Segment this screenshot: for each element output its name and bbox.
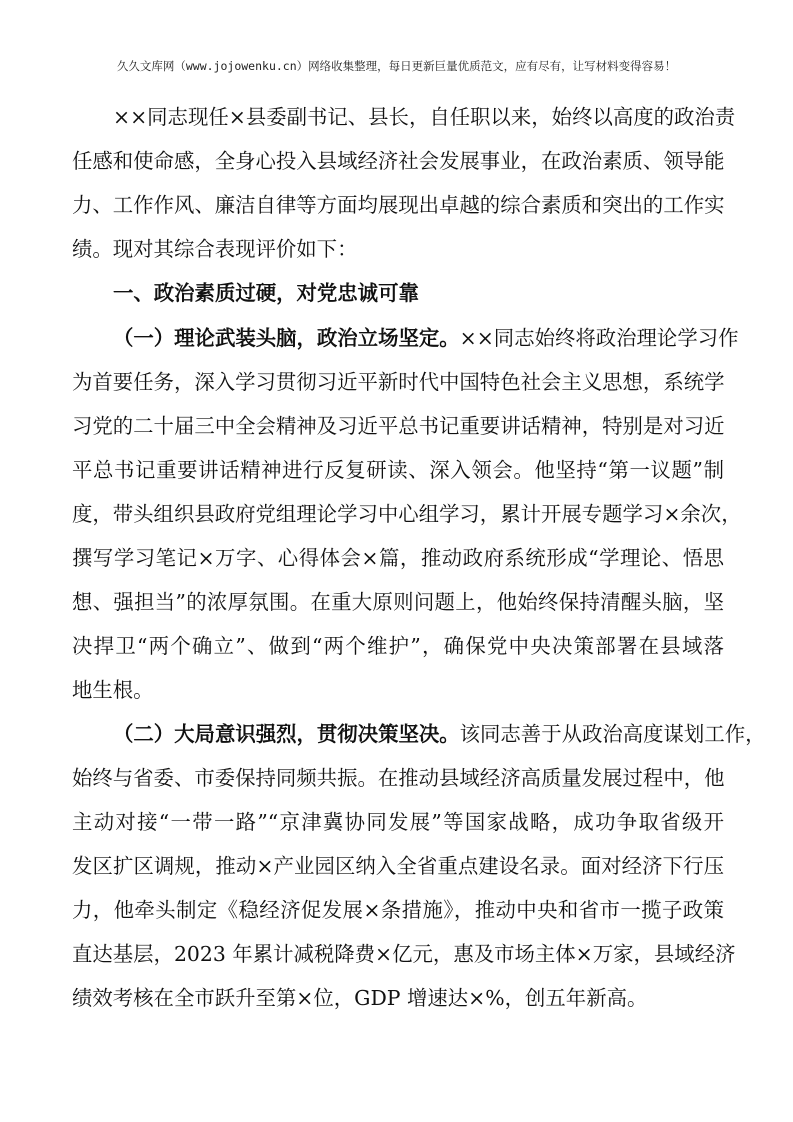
paragraph-line: 习党的二十届三中全会精神及习近平总书记重要讲话精神，特别是对习近 — [72, 414, 725, 438]
paragraph-line: 度，带头组织县政府党组理论学习中心组学习，累计开展专题学习×余次， — [72, 502, 742, 526]
site-banner: 久久文库网（www.jojowenku.cn）网络收集整理，每日更新巨量优质范文，应有尽有，让写材料变得容易！ — [116, 59, 677, 73]
paragraph-first-line — [72, 719, 766, 763]
paragraph-line: 想、强担当”的浓厚氛围。在重大原则问题上，他始终保持清醒头脑，坚 — [72, 590, 724, 614]
section-heading: 一、政治素质过硬，对党忠诚可靠 — [113, 281, 419, 305]
paragraph-line: 主动对接“一带一路”“京津冀协同发展”等国家战略，成功争取省级开 — [72, 810, 724, 834]
paragraph-line: 为首要任务，深入学习贯彻习近平新时代中国特色社会主义思想，系统学 — [72, 370, 725, 394]
subsection-2-paragraph — [72, 719, 766, 1027]
subsection-1-paragraph — [72, 323, 742, 719]
paragraph-line: ××同志现任×县委副书记、县长，自任职以来，始终以高度的政治责 — [113, 105, 736, 129]
paragraph-line: 始终与省委、市委保持同频共振。在推动县域经济高质量发展过程中，他 — [72, 766, 725, 790]
paragraph-line: 发区扩区调规，推动×产业园区纳入全省重点建设名录。面对经济下行压 — [72, 854, 724, 878]
paragraph-line: 直达基层，2023 年累计减税降费×亿元，惠及市场主体×万家，县域经济 — [72, 942, 736, 966]
paragraph-line: 任感和使命感，全身心投入县域经济社会发展事业，在政治素质、领导能 — [72, 149, 725, 173]
intro-paragraph — [72, 102, 736, 278]
document-body — [72, 102, 766, 1027]
paragraph-line: 地生根。 — [72, 678, 154, 702]
paragraph-text: 该同志善于从政治高度谋划工作， — [459, 722, 766, 746]
paragraph-line: 力，他牵头制定《稳经济促发展×条措施》，推动中央和省市一揽子政策 — [72, 898, 724, 922]
paragraph-line: 绩。现对其综合表现评价如下： — [72, 237, 358, 261]
subsection-lead: （二）大局意识强烈，贯彻决策坚决。 — [113, 722, 460, 746]
paragraph-line: 绩效考核在全市跃升至第×位，GDP 增速达×%，创五年新高。 — [72, 986, 648, 1010]
paragraph-line: 力、工作作风、廉洁自律等方面均展现出卓越的综合素质和突出的工作实 — [72, 193, 725, 217]
subsection-lead: （一）理论武装头脑，政治立场坚定。 — [113, 326, 460, 350]
paragraph-line: 决捍卫“两个确立”、做到“两个维护”，确保党中央决策部署在县域落 — [72, 634, 724, 658]
paragraph-line: 平总书记重要讲话精神进行反复研读、深入领会。他坚持“第一议题”制 — [72, 458, 724, 482]
paragraph-text: ××同志始终将政治理论学习作 — [459, 326, 739, 350]
paragraph-first-line — [72, 323, 739, 367]
paragraph-line: 撰写学习笔记×万字、心得体会×篇，推动政府系统形成“学理论、悟思 — [72, 546, 724, 570]
